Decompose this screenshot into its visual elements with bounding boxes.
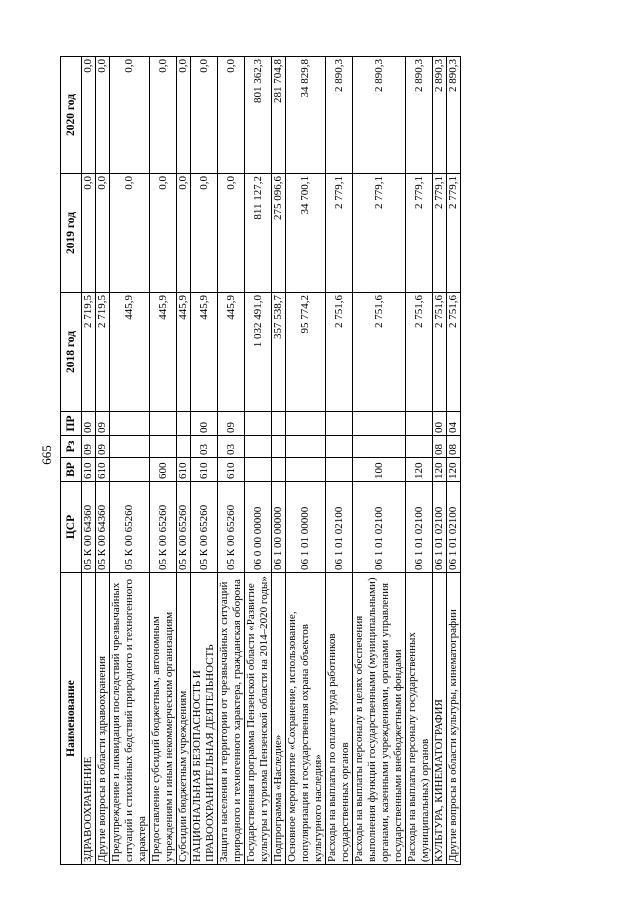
cell-pr — [272, 412, 286, 436]
cell-2019: 0,0 — [110, 174, 150, 293]
cell-rz — [406, 436, 433, 458]
table-row — [272, 57, 286, 865]
cell-csr: 05 К 00 65260 — [191, 482, 218, 573]
cell-2019: 0,0 — [150, 174, 177, 293]
cell-csr: 06 1 01 02100 — [326, 482, 353, 573]
cell-2018: 445,9 — [110, 293, 150, 412]
cell-name: Расходы на выплаты персоналу государственных (муниципальных) органов — [406, 573, 433, 865]
cell-2019: 0,0 — [177, 174, 191, 293]
cell-name: Другие вопросы в области культуры, кинематографии — [447, 573, 461, 865]
cell-2018: 445,9 — [191, 293, 218, 412]
cell-csr: 05 К 00 65260 — [177, 482, 191, 573]
cell-pr — [353, 412, 406, 436]
header-rz: Рз — [61, 436, 82, 458]
cell-vr: 610 — [191, 458, 218, 482]
cell-pr — [177, 412, 191, 436]
table-row — [191, 57, 218, 865]
cell-name: Расходы на выплаты персоналу в целях обеспечения выполнения функций государственными (муниципальными) органами, казенными учреждениями, органами управления государственными внебюджетными фондами — [353, 573, 406, 865]
cell-2020: 0,0 — [191, 57, 218, 174]
cell-name: Защита населения и территории от чрезвычайных ситуаций природного и техногенного характера, гражданская оборона — [218, 573, 245, 865]
cell-2018: 2 719,5 — [96, 293, 110, 412]
cell-rz — [286, 436, 326, 458]
table-row — [245, 57, 272, 865]
cell-2020: 0,0 — [218, 57, 245, 174]
cell-2020: 0,0 — [150, 57, 177, 174]
cell-2019: 0,0 — [218, 174, 245, 293]
cell-2020: 2 890,3 — [326, 57, 353, 174]
cell-2018: 1 032 491,0 — [245, 293, 272, 412]
cell-pr: 00 — [191, 412, 218, 436]
cell-csr: 06 1 01 02100 — [447, 482, 461, 573]
cell-vr: 610 — [96, 458, 110, 482]
rotated-table-container — [60, 57, 590, 865]
table-header-row — [61, 57, 82, 865]
table-row — [326, 57, 353, 865]
cell-2018: 445,9 — [177, 293, 191, 412]
cell-2019: 2 779,1 — [447, 174, 461, 293]
cell-rz: 03 — [191, 436, 218, 458]
header-2019: 2019 год — [61, 174, 82, 293]
cell-name: НАЦИОНАЛЬНАЯ БЕЗОПАСНОСТЬ И ПРАВООХРАНИТЕЛЬНАЯ ДЕЯТЕЛЬНОСТЬ — [191, 573, 218, 865]
cell-pr — [326, 412, 353, 436]
cell-2019: 2 779,1 — [406, 174, 433, 293]
cell-2018: 2 751,6 — [447, 293, 461, 412]
cell-rz — [272, 436, 286, 458]
cell-pr — [150, 412, 177, 436]
header-2018: 2018 год — [61, 293, 82, 412]
table-row — [406, 57, 433, 865]
cell-2020: 0,0 — [96, 57, 110, 174]
cell-2018: 357 538,7 — [272, 293, 286, 412]
cell-csr: 06 1 00 00000 — [272, 482, 286, 573]
cell-2018: 445,9 — [218, 293, 245, 412]
cell-2018: 95 774,2 — [286, 293, 326, 412]
cell-pr: 09 — [96, 412, 110, 436]
table-row — [447, 57, 461, 865]
cell-name: ЗДРАВООХРАНЕНИЕ — [82, 573, 96, 865]
cell-name: КУЛЬТУРА, КИНЕМАТОГРАФИЯ — [433, 573, 447, 865]
cell-name: Основное мероприятие «Сохранение, использование, популяризация и государственная охрана объектов культурного наследия» — [286, 573, 326, 865]
cell-rz: 08 — [447, 436, 461, 458]
cell-pr: 00 — [433, 412, 447, 436]
cell-2019: 811 127,2 — [245, 174, 272, 293]
header-csr: ЦСР — [61, 482, 82, 573]
cell-2020: 0,0 — [110, 57, 150, 174]
header-2020: 2020 год — [61, 57, 82, 174]
cell-name: Подпрограмма «Наследие» — [272, 573, 286, 865]
cell-name: Предоставление субсидий бюджетным, автономным учреждениям и иным некоммерческим организациям — [150, 573, 177, 865]
budget-table — [60, 56, 461, 865]
cell-csr: 05 К 00 65260 — [150, 482, 177, 573]
cell-rz — [353, 436, 406, 458]
table-row — [177, 57, 191, 865]
cell-2018: 2 751,6 — [353, 293, 406, 412]
cell-rz: 09 — [82, 436, 96, 458]
cell-rz — [177, 436, 191, 458]
cell-name: Государственная программа Пензенской области «Развитие культуры и туризма Пензенской области на 2014–2020 годы» — [245, 573, 272, 865]
cell-vr — [326, 458, 353, 482]
cell-vr: 100 — [353, 458, 406, 482]
cell-csr: 05 К 00 65260 — [218, 482, 245, 573]
header-pr: ПР — [61, 412, 82, 436]
table-row — [286, 57, 326, 865]
cell-rz — [110, 436, 150, 458]
cell-2018: 2 751,6 — [326, 293, 353, 412]
table-row — [110, 57, 150, 865]
cell-vr: 610 — [218, 458, 245, 482]
cell-vr: 120 — [406, 458, 433, 482]
table-row — [150, 57, 177, 865]
cell-vr: 120 — [433, 458, 447, 482]
cell-pr — [406, 412, 433, 436]
cell-2020: 34 829,8 — [286, 57, 326, 174]
cell-2019: 275 096,6 — [272, 174, 286, 293]
cell-2019: 2 779,1 — [433, 174, 447, 293]
cell-2020: 0,0 — [177, 57, 191, 174]
cell-name: Другие вопросы в области здравоохранения — [96, 573, 110, 865]
table-row — [353, 57, 406, 865]
cell-2019: 34 700,1 — [286, 174, 326, 293]
cell-2018: 2 751,6 — [406, 293, 433, 412]
cell-pr: 09 — [218, 412, 245, 436]
cell-2018: 2 751,6 — [433, 293, 447, 412]
cell-2020: 2 890,3 — [447, 57, 461, 174]
cell-pr: 00 — [82, 412, 96, 436]
cell-vr: 600 — [150, 458, 177, 482]
header-vr: ВР — [61, 458, 82, 482]
cell-csr: 06 1 01 00000 — [286, 482, 326, 573]
cell-rz: 09 — [96, 436, 110, 458]
cell-vr — [286, 458, 326, 482]
cell-2019: 0,0 — [191, 174, 218, 293]
table-row — [433, 57, 447, 865]
cell-rz — [150, 436, 177, 458]
cell-vr — [272, 458, 286, 482]
cell-2019: 0,0 — [82, 174, 96, 293]
table-row — [218, 57, 245, 865]
cell-2020: 801 362,3 — [245, 57, 272, 174]
cell-csr: 06 1 01 02100 — [433, 482, 447, 573]
cell-2020: 2 890,3 — [353, 57, 406, 174]
cell-pr — [110, 412, 150, 436]
cell-csr: 06 1 01 02100 — [406, 482, 433, 573]
cell-2020: 281 704,8 — [272, 57, 286, 174]
cell-vr: 610 — [177, 458, 191, 482]
cell-2018: 2 719,5 — [82, 293, 96, 412]
cell-2019: 2 779,1 — [353, 174, 406, 293]
cell-name: Субсидии бюджетным учреждениям — [177, 573, 191, 865]
cell-name: Предупреждение и ликвидация последствий чрезвычайных ситуаций и стихийных бедствий природного и техногенного характера — [110, 573, 150, 865]
cell-name: Расходы на выплаты по оплате труда работников государственных органов — [326, 573, 353, 865]
cell-pr — [286, 412, 326, 436]
cell-2019: 2 779,1 — [326, 174, 353, 293]
cell-2018: 445,9 — [150, 293, 177, 412]
page-number: 665 — [39, 445, 54, 465]
cell-csr: 05 К 00 64360 — [82, 482, 96, 573]
header-name: Наименование — [61, 573, 82, 865]
cell-rz: 03 — [218, 436, 245, 458]
cell-vr: 120 — [447, 458, 461, 482]
cell-csr: 05 К 00 65260 — [110, 482, 150, 573]
table-row — [96, 57, 110, 865]
cell-pr — [245, 412, 272, 436]
cell-2020: 0,0 — [82, 57, 96, 174]
cell-rz: 08 — [433, 436, 447, 458]
table-row — [82, 57, 96, 865]
cell-rz — [245, 436, 272, 458]
cell-2020: 2 890,3 — [406, 57, 433, 174]
table-body — [82, 57, 461, 865]
cell-vr: 610 — [82, 458, 96, 482]
cell-pr: 04 — [447, 412, 461, 436]
cell-csr: 05 К 00 64360 — [96, 482, 110, 573]
cell-csr: 06 1 01 02100 — [353, 482, 406, 573]
cell-2019: 0,0 — [96, 174, 110, 293]
cell-rz — [326, 436, 353, 458]
cell-vr — [110, 458, 150, 482]
cell-csr: 06 0 00 00000 — [245, 482, 272, 573]
cell-2020: 2 890,3 — [433, 57, 447, 174]
cell-vr — [245, 458, 272, 482]
